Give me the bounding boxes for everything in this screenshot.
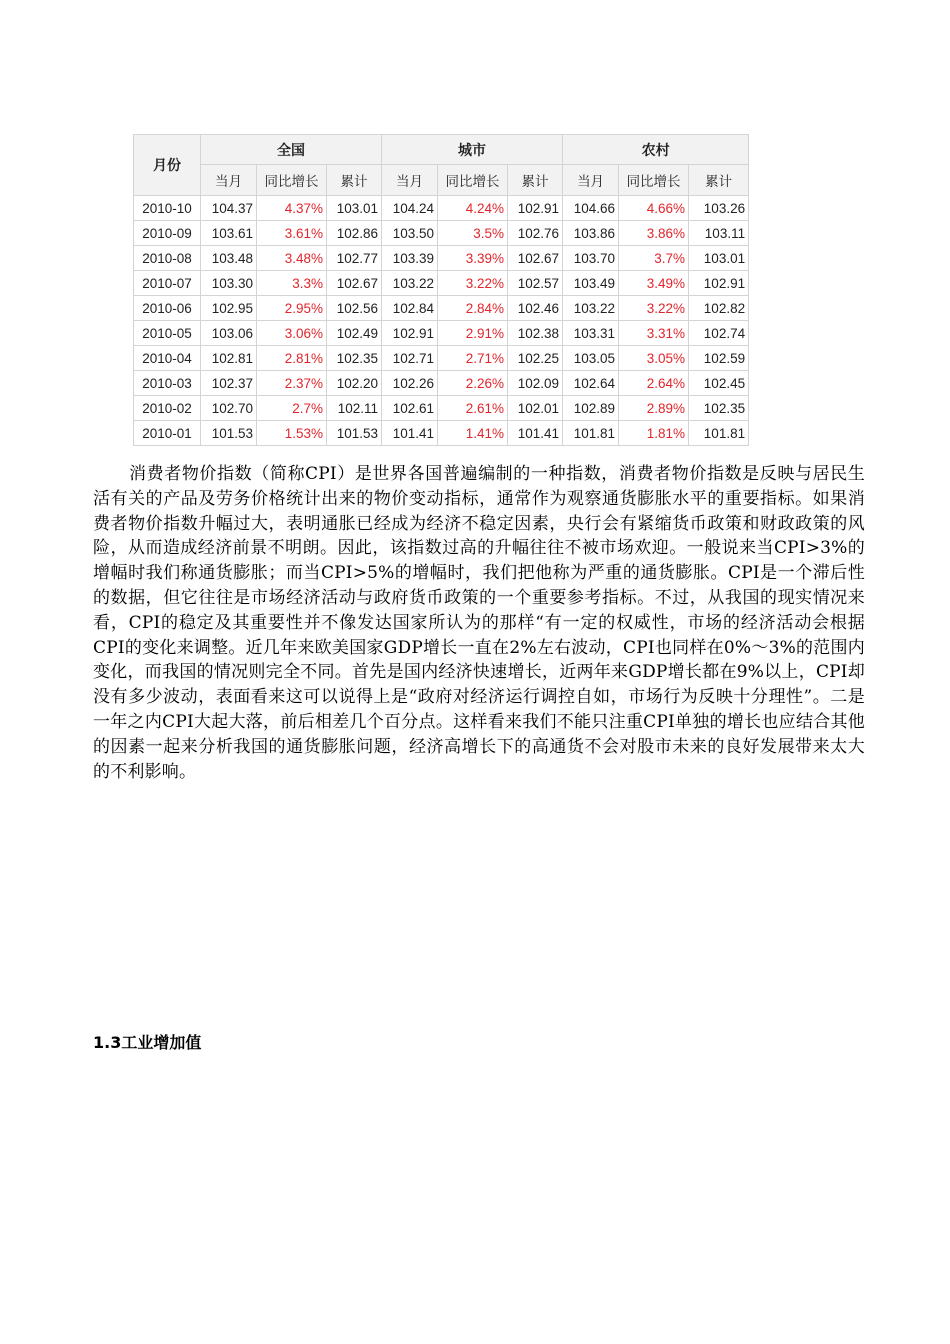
group-header-urban: 城市: [382, 135, 563, 165]
yoy-growth-cell: 3.5%: [438, 221, 508, 246]
table-body: [134, 196, 749, 446]
yoy-growth-cell: 1.41%: [438, 421, 508, 446]
current-cell: 101.53: [201, 421, 257, 446]
yoy-growth-cell: 2.37%: [257, 371, 327, 396]
month-cell: 2010-09: [134, 221, 201, 246]
yoy-growth-cell: 3.86%: [619, 221, 689, 246]
current-cell: 102.89: [563, 396, 619, 421]
cumulative-cell: 102.35: [327, 346, 382, 371]
cumulative-cell: 102.38: [508, 321, 563, 346]
header-row-subcols: [134, 165, 749, 196]
cpi-table: [133, 134, 749, 446]
month-cell: 2010-04: [134, 346, 201, 371]
section-heading: 1.3工业增加值: [93, 1033, 202, 1052]
yoy-growth-cell: 4.24%: [438, 196, 508, 221]
yoy-growth-cell: 3.49%: [619, 271, 689, 296]
table-row: [134, 321, 749, 346]
subcol-current: 当月: [382, 165, 438, 196]
current-cell: 104.66: [563, 196, 619, 221]
table-row: [134, 421, 749, 446]
current-cell: 103.31: [563, 321, 619, 346]
yoy-growth-cell: 3.3%: [257, 271, 327, 296]
current-cell: 103.48: [201, 246, 257, 271]
table-row: [134, 271, 749, 296]
group-header-national: 全国: [201, 135, 382, 165]
cumulative-cell: 102.56: [327, 296, 382, 321]
current-cell: 103.30: [201, 271, 257, 296]
cumulative-cell: 102.67: [327, 271, 382, 296]
cumulative-cell: 101.41: [508, 421, 563, 446]
current-cell: 103.22: [563, 296, 619, 321]
cumulative-cell: 102.59: [689, 346, 749, 371]
yoy-growth-cell: 2.71%: [438, 346, 508, 371]
yoy-growth-cell: 2.26%: [438, 371, 508, 396]
current-cell: 103.61: [201, 221, 257, 246]
yoy-growth-cell: 4.37%: [257, 196, 327, 221]
header-row-groups: [134, 135, 749, 165]
table-row: [134, 371, 749, 396]
cumulative-cell: 102.46: [508, 296, 563, 321]
yoy-growth-cell: 3.22%: [438, 271, 508, 296]
current-cell: 103.05: [563, 346, 619, 371]
cumulative-cell: 102.01: [508, 396, 563, 421]
table-row: [134, 246, 749, 271]
yoy-growth-cell: 3.61%: [257, 221, 327, 246]
cumulative-cell: 102.86: [327, 221, 382, 246]
current-cell: 101.81: [563, 421, 619, 446]
cumulative-cell: 101.53: [327, 421, 382, 446]
subcol-cumulative: 累计: [327, 165, 382, 196]
current-cell: 102.84: [382, 296, 438, 321]
subcol-cumulative: 累计: [689, 165, 749, 196]
current-cell: 102.81: [201, 346, 257, 371]
cumulative-cell: 102.74: [689, 321, 749, 346]
table-row: [134, 396, 749, 421]
month-cell: 2010-05: [134, 321, 201, 346]
yoy-growth-cell: 3.48%: [257, 246, 327, 271]
table-row: [134, 296, 749, 321]
current-cell: 103.22: [382, 271, 438, 296]
yoy-growth-cell: 2.91%: [438, 321, 508, 346]
current-cell: 102.61: [382, 396, 438, 421]
cumulative-cell: 103.11: [689, 221, 749, 246]
yoy-growth-cell: 3.31%: [619, 321, 689, 346]
cumulative-cell: 102.82: [689, 296, 749, 321]
subcol-current: 当月: [563, 165, 619, 196]
yoy-growth-cell: 2.84%: [438, 296, 508, 321]
group-header-rural: 农村: [563, 135, 749, 165]
month-header: 月份: [134, 135, 201, 196]
current-cell: 103.39: [382, 246, 438, 271]
subcol-current: 当月: [201, 165, 257, 196]
subcol-cumulative: 累计: [508, 165, 563, 196]
subcol-yoy: 同比增长: [619, 165, 689, 196]
table-row: [134, 221, 749, 246]
current-cell: 102.64: [563, 371, 619, 396]
current-cell: 102.95: [201, 296, 257, 321]
yoy-growth-cell: 2.81%: [257, 346, 327, 371]
cumulative-cell: 103.01: [327, 196, 382, 221]
yoy-growth-cell: 3.39%: [438, 246, 508, 271]
current-cell: 103.49: [563, 271, 619, 296]
yoy-growth-cell: 2.64%: [619, 371, 689, 396]
current-cell: 103.50: [382, 221, 438, 246]
current-cell: 102.26: [382, 371, 438, 396]
cumulative-cell: 102.45: [689, 371, 749, 396]
cumulative-cell: 102.76: [508, 221, 563, 246]
cumulative-cell: 102.25: [508, 346, 563, 371]
yoy-growth-cell: 4.66%: [619, 196, 689, 221]
cumulative-cell: 102.57: [508, 271, 563, 296]
yoy-growth-cell: 3.06%: [257, 321, 327, 346]
current-cell: 103.70: [563, 246, 619, 271]
cpi-explanation-paragraph: 消费者物价指数（简称CPI）是世界各国普遍编制的一种指数，消费者物价指数是反映与居民生活有关的产品及劳务价格统计出来的物价变动指标，通常作为观察通货膨胀水平的重要指标。如果消费者物价指数升幅过大，表明通胀已经成为经济不稳定因素，央行会有紧缩货币政策和财政政策的风险，从而造成经济前景不明朗。因此，该指数过高的升幅往往不被市场欢迎。一般说来当CPI>3%的增幅时我们称通货膨胀；而当CPI>5%的增幅时，我们把他称为严重的通货膨胀。CPI是一个滞后性的数据，但它往往是市场经济活动与政府货币政策的一个重要参考指标。不过，从我国的现实情况来看，CPI的稳定及其重要性并不像发达国家所认为的那样“有一定的权威性，市场的经济活动会根据CPI的变化来调整。近几年来欧美国家GDP增长一直在2%左右波动，CPI也同样在0%～3%的范围内变化，而我国的情况则完全不同。首先是国内经济快速增长，近两年来GDP增长都在9%以上，CPI却没有多少波动，表面看来这可以说得上是“政府对经济运行调控自如，市场行为反映十分理性”。二是一年之内CPI大起大落，前后相差几个百分点。这样看来我们不能只注重CPI单独的增长也应结合其他的因素一起来分析我国的通货膨胀问题，经济高增长下的高通货不会对股市未来的良好发展带来太大的不利影响。: [93, 464, 865, 782]
yoy-growth-cell: 2.7%: [257, 396, 327, 421]
cumulative-cell: 102.20: [327, 371, 382, 396]
table-row: [134, 346, 749, 371]
subcol-yoy: 同比增长: [257, 165, 327, 196]
current-cell: 103.06: [201, 321, 257, 346]
current-cell: 104.24: [382, 196, 438, 221]
cumulative-cell: 102.91: [689, 271, 749, 296]
current-cell: 103.86: [563, 221, 619, 246]
table-row: [134, 196, 749, 221]
current-cell: 102.71: [382, 346, 438, 371]
month-cell: 2010-01: [134, 421, 201, 446]
yoy-growth-cell: 3.05%: [619, 346, 689, 371]
cumulative-cell: 102.11: [327, 396, 382, 421]
yoy-growth-cell: 3.7%: [619, 246, 689, 271]
month-cell: 2010-03: [134, 371, 201, 396]
cumulative-cell: 102.67: [508, 246, 563, 271]
yoy-growth-cell: 1.53%: [257, 421, 327, 446]
current-cell: 102.91: [382, 321, 438, 346]
current-cell: 104.37: [201, 196, 257, 221]
current-cell: 101.41: [382, 421, 438, 446]
cumulative-cell: 103.01: [689, 246, 749, 271]
cumulative-cell: 101.81: [689, 421, 749, 446]
cumulative-cell: 102.09: [508, 371, 563, 396]
yoy-growth-cell: 2.95%: [257, 296, 327, 321]
month-cell: 2010-08: [134, 246, 201, 271]
current-cell: 102.70: [201, 396, 257, 421]
yoy-growth-cell: 2.61%: [438, 396, 508, 421]
yoy-growth-cell: 1.81%: [619, 421, 689, 446]
month-cell: 2010-07: [134, 271, 201, 296]
current-cell: 102.37: [201, 371, 257, 396]
table-header: [134, 135, 749, 196]
cumulative-cell: 103.26: [689, 196, 749, 221]
cumulative-cell: 102.35: [689, 396, 749, 421]
yoy-growth-cell: 2.89%: [619, 396, 689, 421]
yoy-growth-cell: 3.22%: [619, 296, 689, 321]
month-cell: 2010-06: [134, 296, 201, 321]
subcol-yoy: 同比增长: [438, 165, 508, 196]
cumulative-cell: 102.49: [327, 321, 382, 346]
cumulative-cell: 102.91: [508, 196, 563, 221]
month-cell: 2010-02: [134, 396, 201, 421]
month-cell: 2010-10: [134, 196, 201, 221]
cumulative-cell: 102.77: [327, 246, 382, 271]
